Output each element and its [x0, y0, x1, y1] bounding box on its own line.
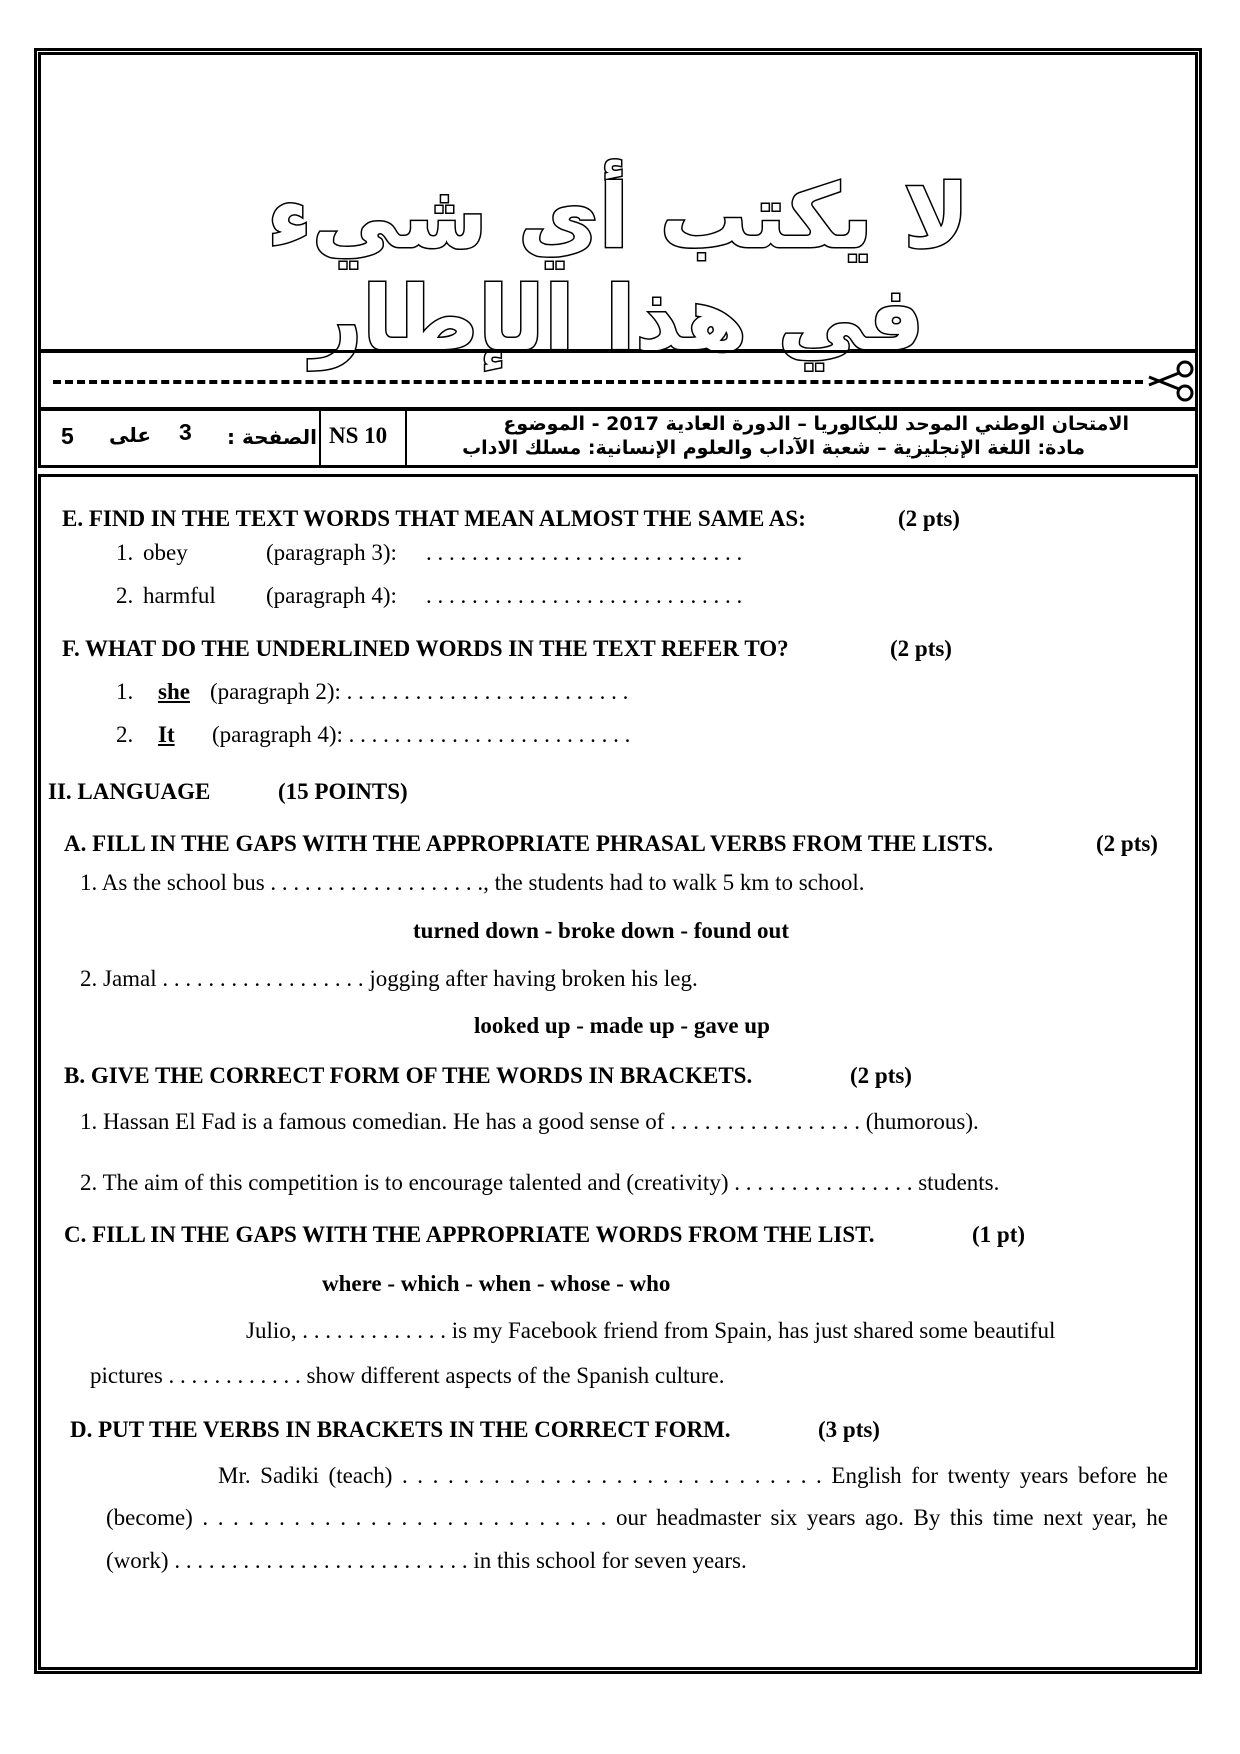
exam-header	[38, 408, 1198, 468]
exam-code: NS 10	[329, 423, 388, 448]
section-d-points: (3 pts)	[818, 1417, 880, 1442]
dashed-separator	[53, 380, 1143, 384]
underlined-word: It	[158, 722, 175, 747]
phrasal-verb-list-1: turned down - broke down - found out	[413, 918, 789, 943]
section-f-item-number: 2.	[116, 722, 134, 747]
section-e-item-number: 1.	[116, 540, 134, 565]
section-a-question-1[interactable]: 1. As the school bus . . . . . . . . . . . . . . . . . . ., the students had to walk 5 km to school.	[80, 870, 865, 895]
of-label: على	[109, 423, 152, 447]
page-counter	[41, 411, 321, 465]
section-c-line-2[interactable]: pictures . . . . . . . . . . . . show different aspects of the Spanish culture.	[90, 1363, 725, 1388]
section-e-item-reference: (paragraph 3):	[266, 540, 397, 565]
cut-line	[38, 350, 1198, 410]
answer-blank[interactable]: . . . . . . . . . . . . . . . . . . . . . . . . . . . .	[426, 540, 743, 565]
do-not-write-banner	[38, 52, 1198, 370]
banner-line-1: لا يكتب أي شيء	[266, 165, 970, 268]
underlined-word: she	[158, 679, 190, 704]
section-e-item-word: harmful	[143, 583, 216, 608]
section-a-title: A. FILL IN THE GAPS WITH THE APPROPRIATE PHRASAL VERBS FROM THE LISTS.	[64, 831, 994, 856]
language-heading: II. LANGUAGE	[48, 779, 211, 804]
answer-blank[interactable]: . . . . . . . . . . . . . . . . . . . . . . . . . . . .	[426, 583, 743, 608]
section-e-title: E. FIND IN THE TEXT WORDS THAT MEAN ALMOST THE SAME AS:	[62, 506, 806, 531]
section-c-line-1[interactable]: Julio, . . . . . . . . . . . . . is my Facebook friend from Spain, has just shared some beautiful	[246, 1318, 1056, 1343]
section-e-item-word: obey	[143, 540, 188, 565]
exam-code-cell	[319, 411, 407, 465]
section-d-line-1[interactable]: Mr. Sadiki (teach) . . . . . . . . . . . . . . . . . . . . . . . . . . . . English for twenty years before he	[218, 1463, 1168, 1488]
exam-title-line-2: مادة: اللغة الإنجليزية – شعبة الآداب والعلوم الإنسانية: مسلك الاداب	[462, 437, 1085, 459]
section-e-item-reference: (paragraph 4):	[266, 583, 397, 608]
section-c-points: (1 pt)	[972, 1222, 1026, 1247]
section-c-title: C. FILL IN THE GAPS WITH THE APPROPRIATE WORDS FROM THE LIST.	[64, 1222, 875, 1247]
page-total: 5	[61, 423, 74, 449]
section-a-question-2[interactable]: 2. Jamal . . . . . . . . . . . . . . . . . . jogging after having broken his leg.	[80, 966, 698, 991]
language-points: (15 POINTS)	[278, 779, 408, 804]
relative-pronoun-list: where - which - when - whose - who	[322, 1271, 671, 1296]
phrasal-verb-list-2: looked up - made up - gave up	[474, 1013, 770, 1038]
section-f-item-reference[interactable]: (paragraph 2): . . . . . . . . . . . . . . . . . . . . . . . . .	[210, 679, 629, 704]
section-d-title: D. PUT THE VERBS IN BRACKETS IN THE CORRECT FORM.	[70, 1417, 731, 1442]
section-f-title: F. WHAT DO THE UNDERLINED WORDS IN THE TEXT REFER TO?	[62, 636, 789, 661]
section-b-title: B. GIVE THE CORRECT FORM OF THE WORDS IN BRACKETS.	[64, 1063, 753, 1088]
section-e-item-number: 2.	[116, 583, 134, 608]
section-d-line-3[interactable]: (work) . . . . . . . . . . . . . . . . . . . . . . . . . . in this school for seven years.	[106, 1548, 747, 1573]
section-b-question-2[interactable]: 2. The aim of this competition is to encourage talented and (creativity) . . . . . . . . . . . . . . . . students.	[80, 1170, 1000, 1195]
section-d-line-2[interactable]: (become) . . . . . . . . . . . . . . . . . . . . . . . . . . . our headmaster six years ago. By this time next year, he	[106, 1505, 1168, 1530]
section-a-points: (2 pts)	[1096, 831, 1158, 856]
section-e-points: (2 pts)	[898, 506, 960, 531]
section-b-points: (2 pts)	[850, 1063, 912, 1088]
exam-title-cell	[405, 411, 1195, 465]
section-b-question-1[interactable]: 1. Hassan El Fad is a famous comedian. He has a good sense of . . . . . . . . . . . . . . . . . (humorous).	[80, 1109, 979, 1134]
section-f-points: (2 pts)	[890, 636, 952, 661]
page-label: الصفحة :	[227, 425, 317, 449]
scissors-icon	[1145, 359, 1195, 403]
exam-title-line-1: الامتحان الوطني الموحد للبكالوريا – الدورة العادية 2017 - الموضوع	[503, 413, 1129, 435]
section-f-item-number: 1.	[116, 679, 134, 704]
page-number: 3	[179, 419, 192, 445]
banner-line-2: في هذا الإطار	[311, 267, 925, 370]
section-f-item-reference[interactable]: (paragraph 4): . . . . . . . . . . . . . . . . . . . . . . . . .	[212, 722, 631, 747]
